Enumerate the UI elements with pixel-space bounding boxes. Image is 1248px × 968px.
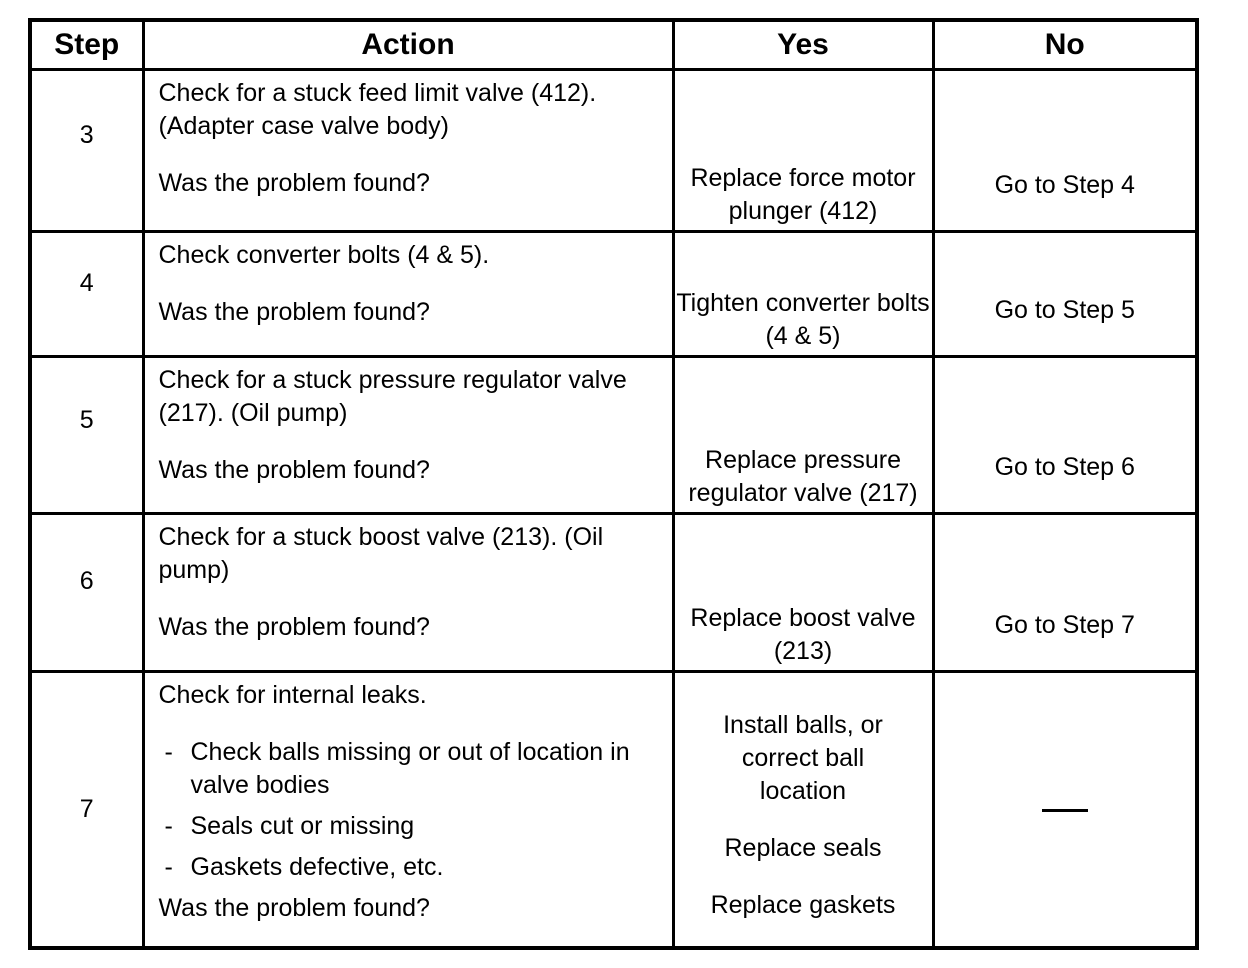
step-number: 5 xyxy=(30,357,143,514)
action-cell xyxy=(143,232,673,357)
question-text: Was the problem found? xyxy=(158,456,430,484)
action-text: Check converter bolts (4 & 5). xyxy=(158,241,490,269)
question-text: Was the problem found? xyxy=(158,894,430,922)
header-yes: Yes xyxy=(673,20,933,70)
yes-item: Replace seals xyxy=(724,834,882,862)
action-cell xyxy=(143,514,673,672)
no-cell: Go to Step 6 xyxy=(933,357,1197,514)
table-row xyxy=(30,70,1197,232)
table-row xyxy=(30,357,1197,514)
yes-cell: Replace pressure regulator valve (217) xyxy=(673,357,933,514)
diagnostic-table xyxy=(28,18,1199,950)
no-cell: Go to Step 5 xyxy=(933,232,1197,357)
no-cell: Go to Step 7 xyxy=(933,514,1197,672)
yes-cell: Replace boost valve (213) xyxy=(673,514,933,672)
header-row xyxy=(30,20,1197,70)
header-action: Action xyxy=(143,20,673,70)
question-text: Was the problem found? xyxy=(158,169,430,197)
action-text: Check for internal leaks. xyxy=(158,681,427,709)
yes-cell: Replace force motor plunger (412) xyxy=(673,70,933,232)
yes-item: Install balls, or correct ball location xyxy=(723,711,883,805)
no-cell: Go to Step 4 xyxy=(933,70,1197,232)
yes-item: Replace gaskets xyxy=(710,891,896,919)
step-number: 7 xyxy=(30,672,143,949)
question-text: Was the problem found? xyxy=(158,613,430,641)
step-number: 3 xyxy=(30,70,143,232)
step-number: 6 xyxy=(30,514,143,672)
action-cell xyxy=(143,672,673,949)
header-step: Step xyxy=(30,20,143,70)
table-row xyxy=(30,672,1197,949)
yes-cell xyxy=(673,672,933,949)
bullet-item: - Check balls missing or out of location in valve bodies xyxy=(164,738,630,799)
question-text: Was the problem found? xyxy=(158,298,430,326)
yes-cell: Tighten converter bolts (4 & 5) xyxy=(673,232,933,357)
bullet-item: - Seals cut or missing xyxy=(164,812,415,840)
action-text: Check for a stuck boost valve (213). (Oil pump) xyxy=(158,523,604,584)
bullet-item: - Gaskets defective, etc. xyxy=(164,853,444,881)
no-cell xyxy=(933,672,1197,949)
table-row xyxy=(30,514,1197,672)
em-dash xyxy=(1042,809,1088,812)
header-no: No xyxy=(933,20,1197,70)
table-row xyxy=(30,232,1197,357)
action-cell xyxy=(143,70,673,232)
action-text: Check for a stuck feed limit valve (412). (Adapter case valve body) xyxy=(158,79,597,140)
action-text: Check for a stuck pressure regulator valve (217). (Oil pump) xyxy=(158,366,627,427)
action-cell xyxy=(143,357,673,514)
step-number: 4 xyxy=(30,232,143,357)
